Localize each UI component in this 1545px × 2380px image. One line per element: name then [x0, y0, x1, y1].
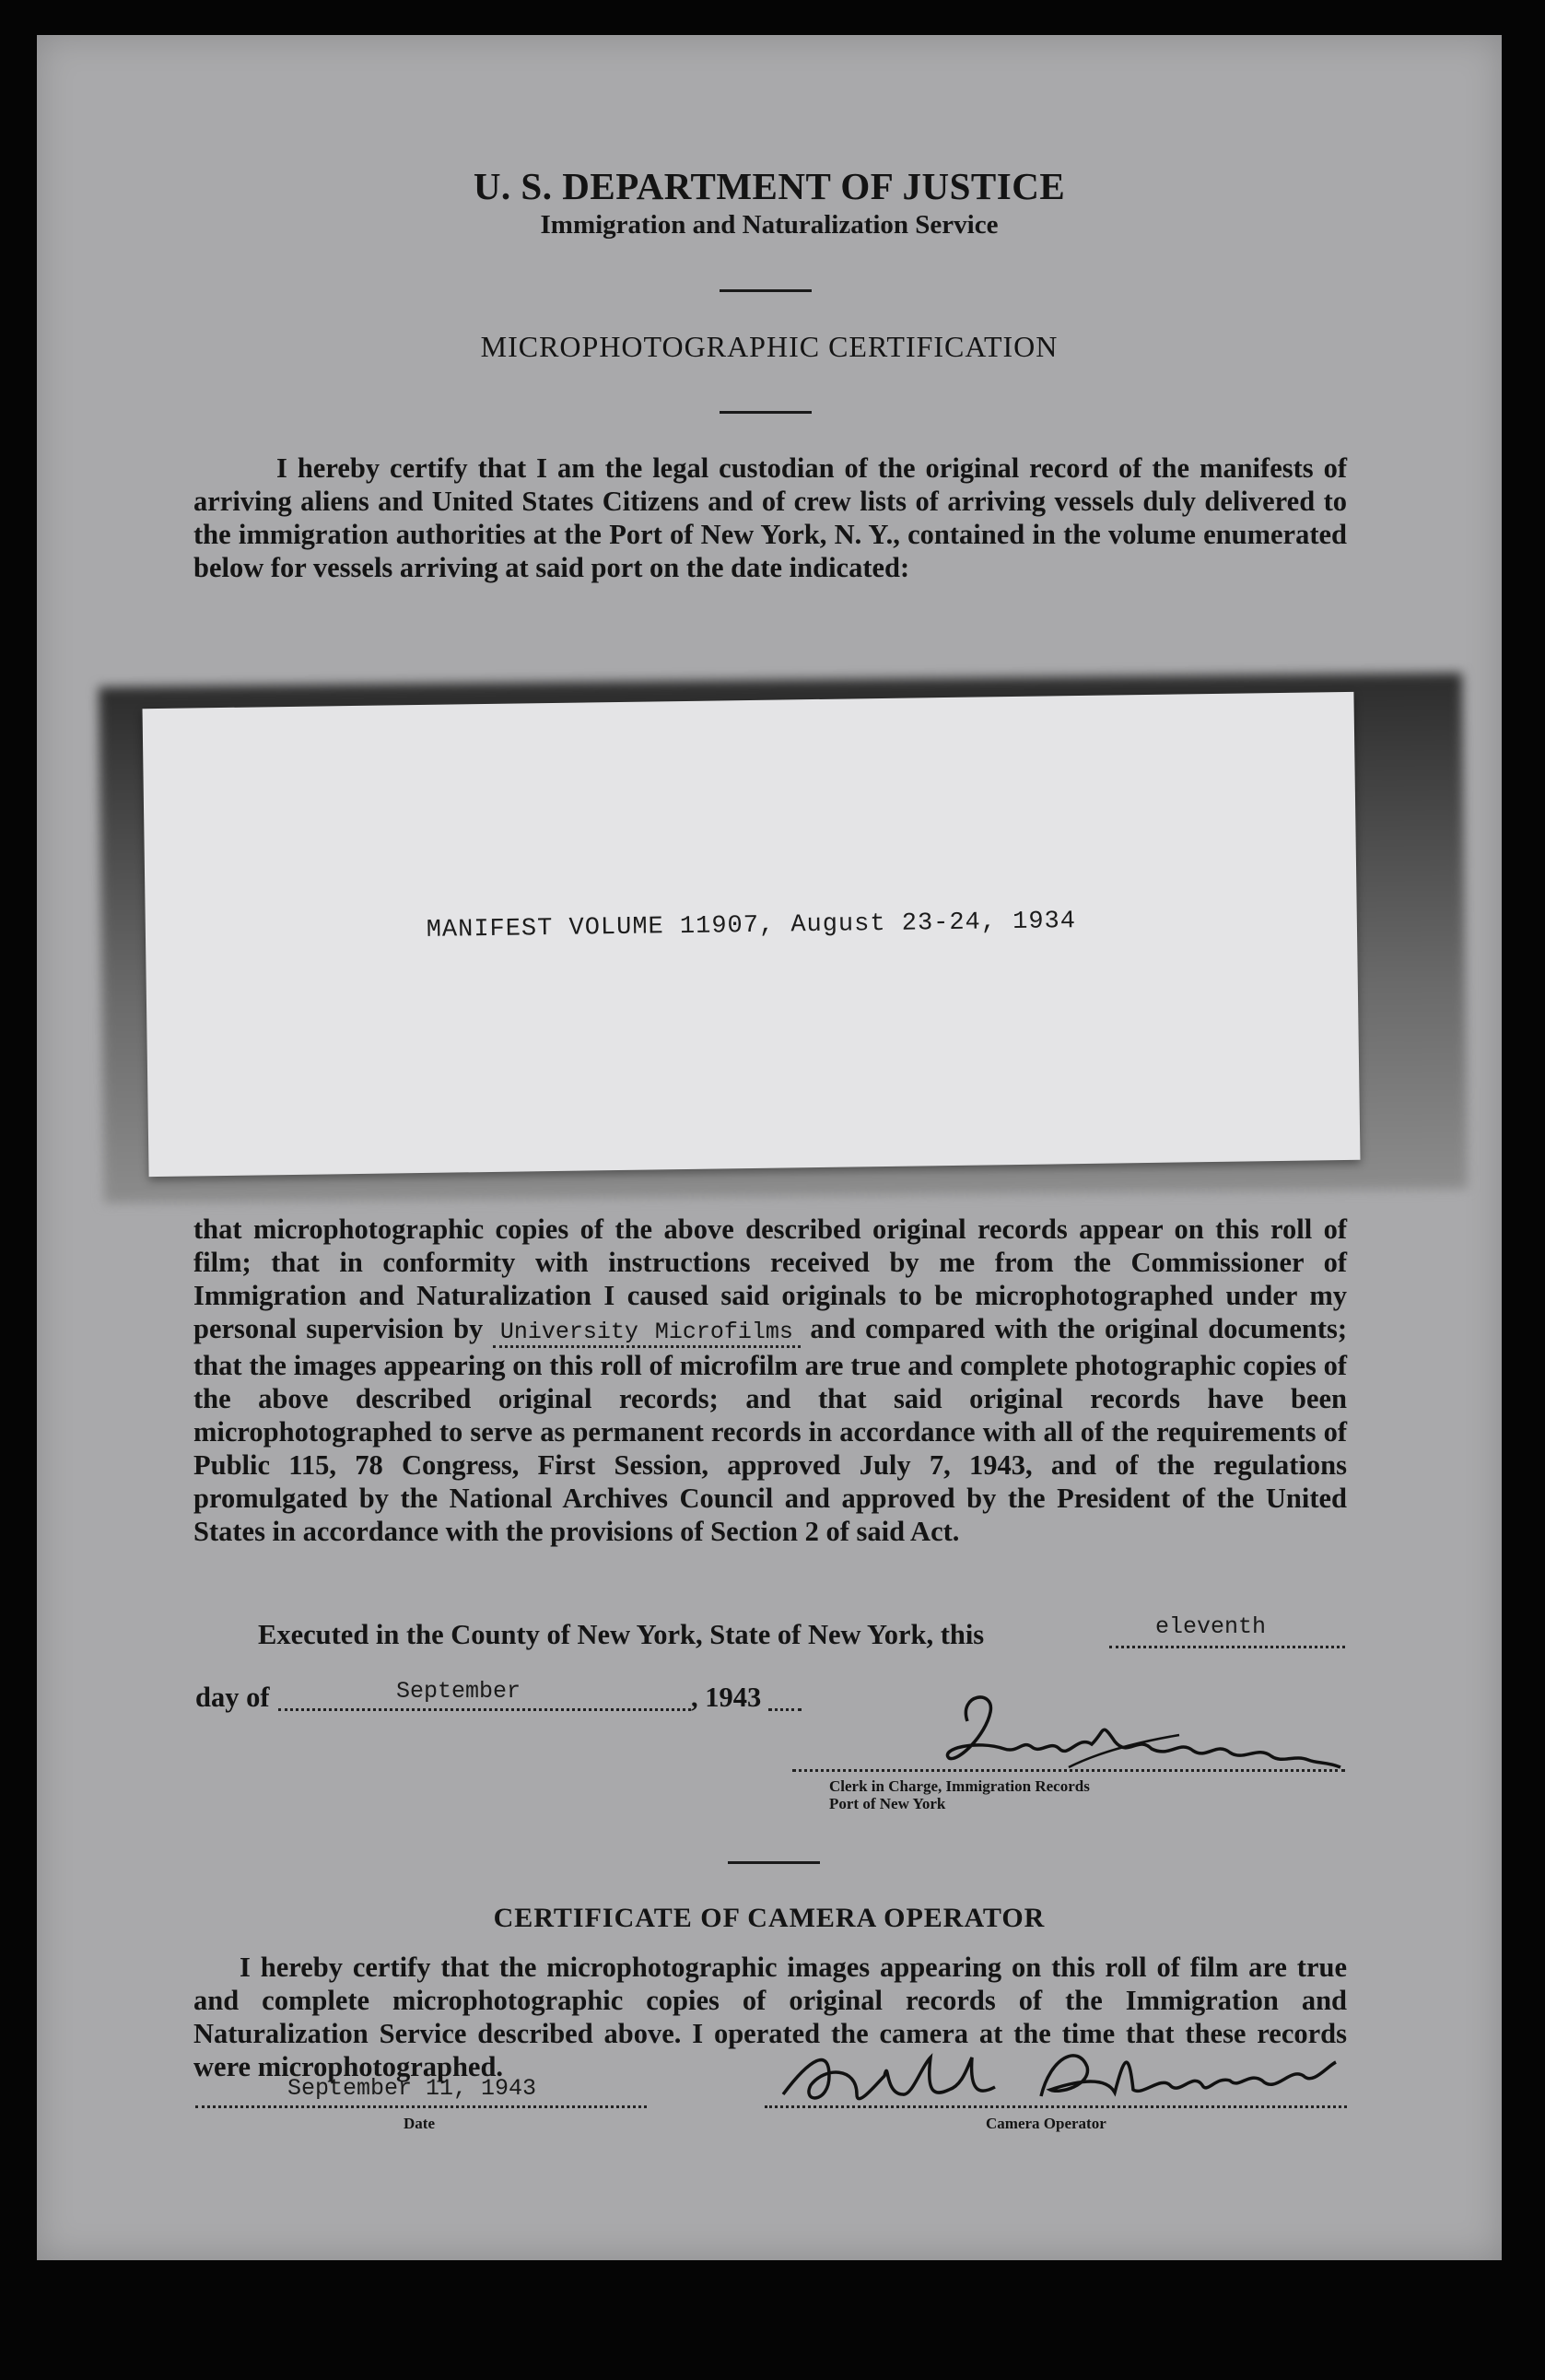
certification-title: MICROPHOTOGRAPHIC CERTIFICATION — [480, 330, 1059, 363]
signer-title-line2: Port of New York — [829, 1795, 946, 1812]
certification-body-part2: and compared with the original documents; that the images appearing on this roll of microfilm are true and complete photographic copies of the above described original records; and that said original records have been microphotographed to serve as permanent records in accordance with all of the requirements of Public 115, 78 Congress, First Session, approved July 7, 1943, and of the regulations promulgated by the National Archives Council and approved by the President of the United States in accordance with the provisions of Section 2 of said Act. — [193, 1313, 1347, 1547]
operator-certificate-title: CERTIFICATE OF CAMERA OPERATOR — [493, 1903, 1046, 1933]
supervised-by-value: University Microfilms — [493, 1319, 801, 1348]
date-label: Date — [404, 2115, 435, 2132]
service-heading: Immigration and Naturalization Service — [540, 210, 999, 240]
certification-body-part1: that microphotographic copies of the above described original records appear on this roll of film; that in conformity with instructions received by me from the Commissioner of Immigration and Naturalization I caused said originals to be microphotographed under my personal supervision by — [193, 1213, 1347, 1344]
year-dotline — [768, 1708, 802, 1711]
month-dotline — [278, 1708, 691, 1711]
month-value: September — [396, 1678, 521, 1705]
day-of-label: day of — [195, 1682, 270, 1713]
divider — [720, 289, 812, 292]
operator-label: Camera Operator — [986, 2115, 1106, 2132]
date-dotline — [195, 2105, 647, 2108]
divider — [720, 411, 812, 414]
certification-intro: I hereby certify that I am the legal custodian of the original record of the manifests of arriving aliens and United States Citizens and of crew lists of arriving vessels duly delivered to the immigration authorities at the Port of New York, N. Y., contained in the volume enumerated below for vessels arriving at said port on the date indicated: — [193, 452, 1347, 583]
day-value: eleventh — [1155, 1613, 1267, 1640]
department-heading: U. S. DEPARTMENT OF JUSTICE — [473, 165, 1066, 207]
executed-text: Executed in the County of New York, State of New York, this — [258, 1619, 985, 1650]
manifest-volume-label: MANIFEST VOLUME 11907, August 23-24, 1934 — [426, 908, 1077, 944]
operator-certificate-body: I hereby certify that the microphotographic images appearing on this roll of film are true and complete microphotographic copies of original records of the Immigration and Naturalization Service described above. I operated the camera at the time that these records were microphotographed. — [193, 1952, 1347, 2082]
certification-body — [193, 1213, 1347, 1548]
day-dotline — [1109, 1646, 1345, 1648]
year-text: , 1943 — [691, 1682, 762, 1713]
operator-signature — [774, 2039, 1345, 2113]
signer-title-line1: Clerk in Charge, Immigration Records — [829, 1777, 1090, 1795]
date-value: September 11, 1943 — [287, 2075, 537, 2102]
divider — [728, 1861, 820, 1864]
certificate-sheet — [37, 35, 1502, 2260]
manifest-volume-card — [143, 692, 1361, 1177]
clerk-signature — [940, 1684, 1345, 1776]
